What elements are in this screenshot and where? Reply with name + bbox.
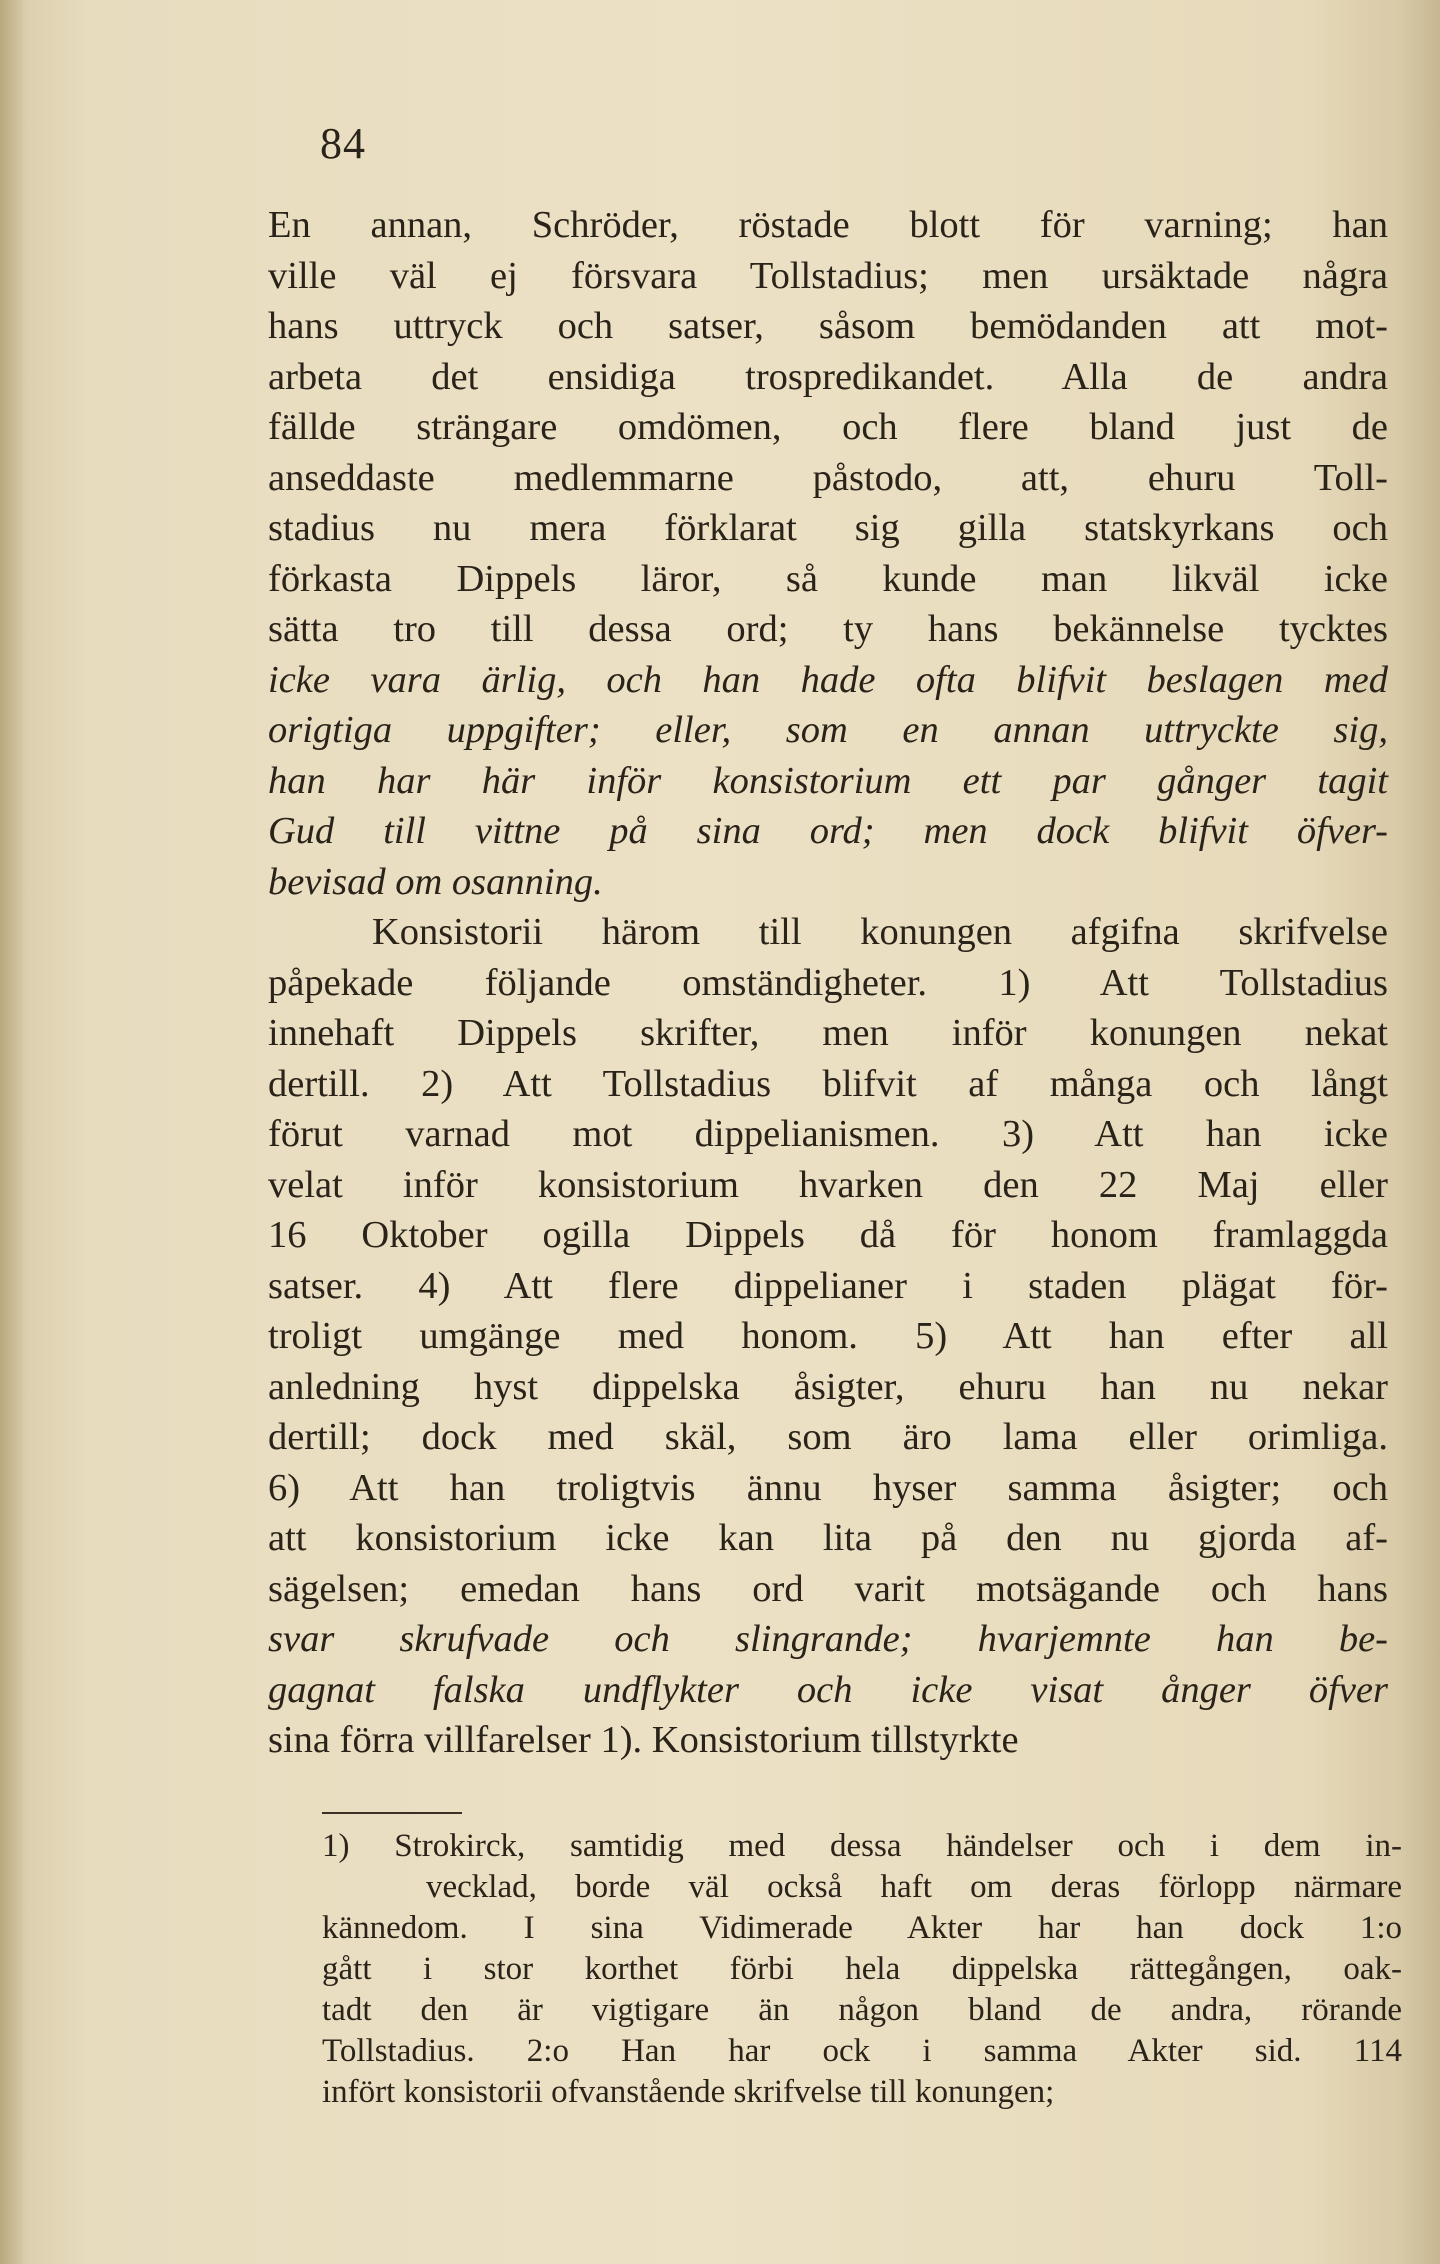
- text-line: förkasta Dippels läror, så kunde man likväl icke: [268, 557, 1388, 600]
- text-line: troligt umgänge med honom. 5) Att han efter all: [268, 1315, 1388, 1357]
- text-line: att konsistorium icke kan lita på den nu gjorda af-: [268, 1517, 1388, 1559]
- text-line: innehaft Dippels skrifter, men inför konungen nekat: [268, 1012, 1388, 1054]
- text-line: velat inför konsistorium hvarken den 22 Maj eller: [268, 1163, 1388, 1206]
- page-number: 84: [320, 119, 366, 168]
- footnote-line: infört konsistorii ofvanstående skrifvelse till konungen;: [322, 2074, 1055, 2110]
- text-line: förut varnad mot dippelianismen. 3) Att han icke: [268, 1113, 1388, 1155]
- footnote-line: vecklad, borde väl också haft om deras förlopp närmare: [426, 1869, 1402, 1905]
- text-line: Konsistorii härom till konungen afgifna skrifvelse: [372, 911, 1388, 953]
- text-line: sätta tro till dessa ord; ty hans bekännelse tycktes: [268, 608, 1388, 650]
- text-line: ville väl ej försvara Tollstadius; men ursäktade några: [268, 254, 1388, 297]
- text-line: bevisad om osanning.: [268, 860, 603, 903]
- text-line: dertill. 2) Att Tollstadius blifvit af många och långt: [268, 1062, 1388, 1105]
- text-line: satser. 4) Att flere dippelianer i staden plägat för-: [268, 1264, 1388, 1307]
- text-line: dertill; dock med skäl, som äro lama eller orimliga.: [268, 1416, 1388, 1458]
- text-line: origtiga uppgifter; eller, som en annan uttryckte sig,: [268, 709, 1388, 751]
- text-line: hans uttryck och satser, såsom bemödanden att mot-: [268, 305, 1388, 347]
- text-line: stadius nu mera förklarat sig gilla statskyrkans och: [268, 507, 1388, 549]
- footnote-line: tadt den är vigtigare än någon bland de andra, rörande: [322, 1992, 1402, 2028]
- body-text: [268, 200, 1388, 1766]
- text-line: anseddaste medlemmarne påstodo, att, ehuru Toll-: [268, 456, 1388, 499]
- page-binding-edge: [0, 0, 22, 2264]
- text-line: Gud till vittne på sina ord; men dock blifvit öfver-: [268, 810, 1388, 852]
- footnote-divider: [322, 1812, 462, 1814]
- text-line: 16 Oktober ogilla Dippels då för honom framlaggda: [268, 1214, 1388, 1256]
- text-line: svar skrufvade och slingrande; hvarjemnte han be-: [268, 1618, 1388, 1660]
- text-line: En annan, Schröder, röstade blott för varning; han: [268, 204, 1388, 246]
- text-line: påpekade följande omständigheter. 1) Att Tollstadius: [268, 961, 1388, 1004]
- footnote-line: Tollstadius. 2:o Han har ock i samma Akter sid. 114: [322, 2033, 1402, 2069]
- text-line: sägelsen; emedan hans ord varit motsägande och hans: [268, 1567, 1388, 1610]
- text-line: icke vara ärlig, och han hade ofta blifvit beslagen med: [268, 658, 1388, 701]
- text-line: gagnat falska undflykter och icke visat ånger öfver: [268, 1668, 1388, 1711]
- footnote-line: kännedom. I sina Vidimerade Akter har han dock 1:o: [322, 1910, 1402, 1946]
- text-line: sina förra villfarelser 1). Konsistorium tillstyrkte: [268, 1719, 1019, 1761]
- text-line: 6) Att han troligtvis ännu hyser samma åsigter; och: [268, 1466, 1388, 1509]
- text-line: arbeta det ensidiga trospredikandet. Alla de andra: [268, 355, 1388, 398]
- text-line: fällde strängare omdömen, och flere bland just de: [268, 406, 1388, 448]
- footnote-line: gått i stor korthet förbi hela dippelska rättegången, oak-: [322, 1951, 1402, 1987]
- text-line: han har här inför konsistorium ett par gånger tagit: [268, 759, 1388, 802]
- footnotes: [322, 1826, 1402, 2113]
- footnote-line: 1) Strokirck, samtidig med dessa händelser och i dem in-: [322, 1828, 1402, 1864]
- text-line: anledning hyst dippelska åsigter, ehuru han nu nekar: [268, 1365, 1388, 1408]
